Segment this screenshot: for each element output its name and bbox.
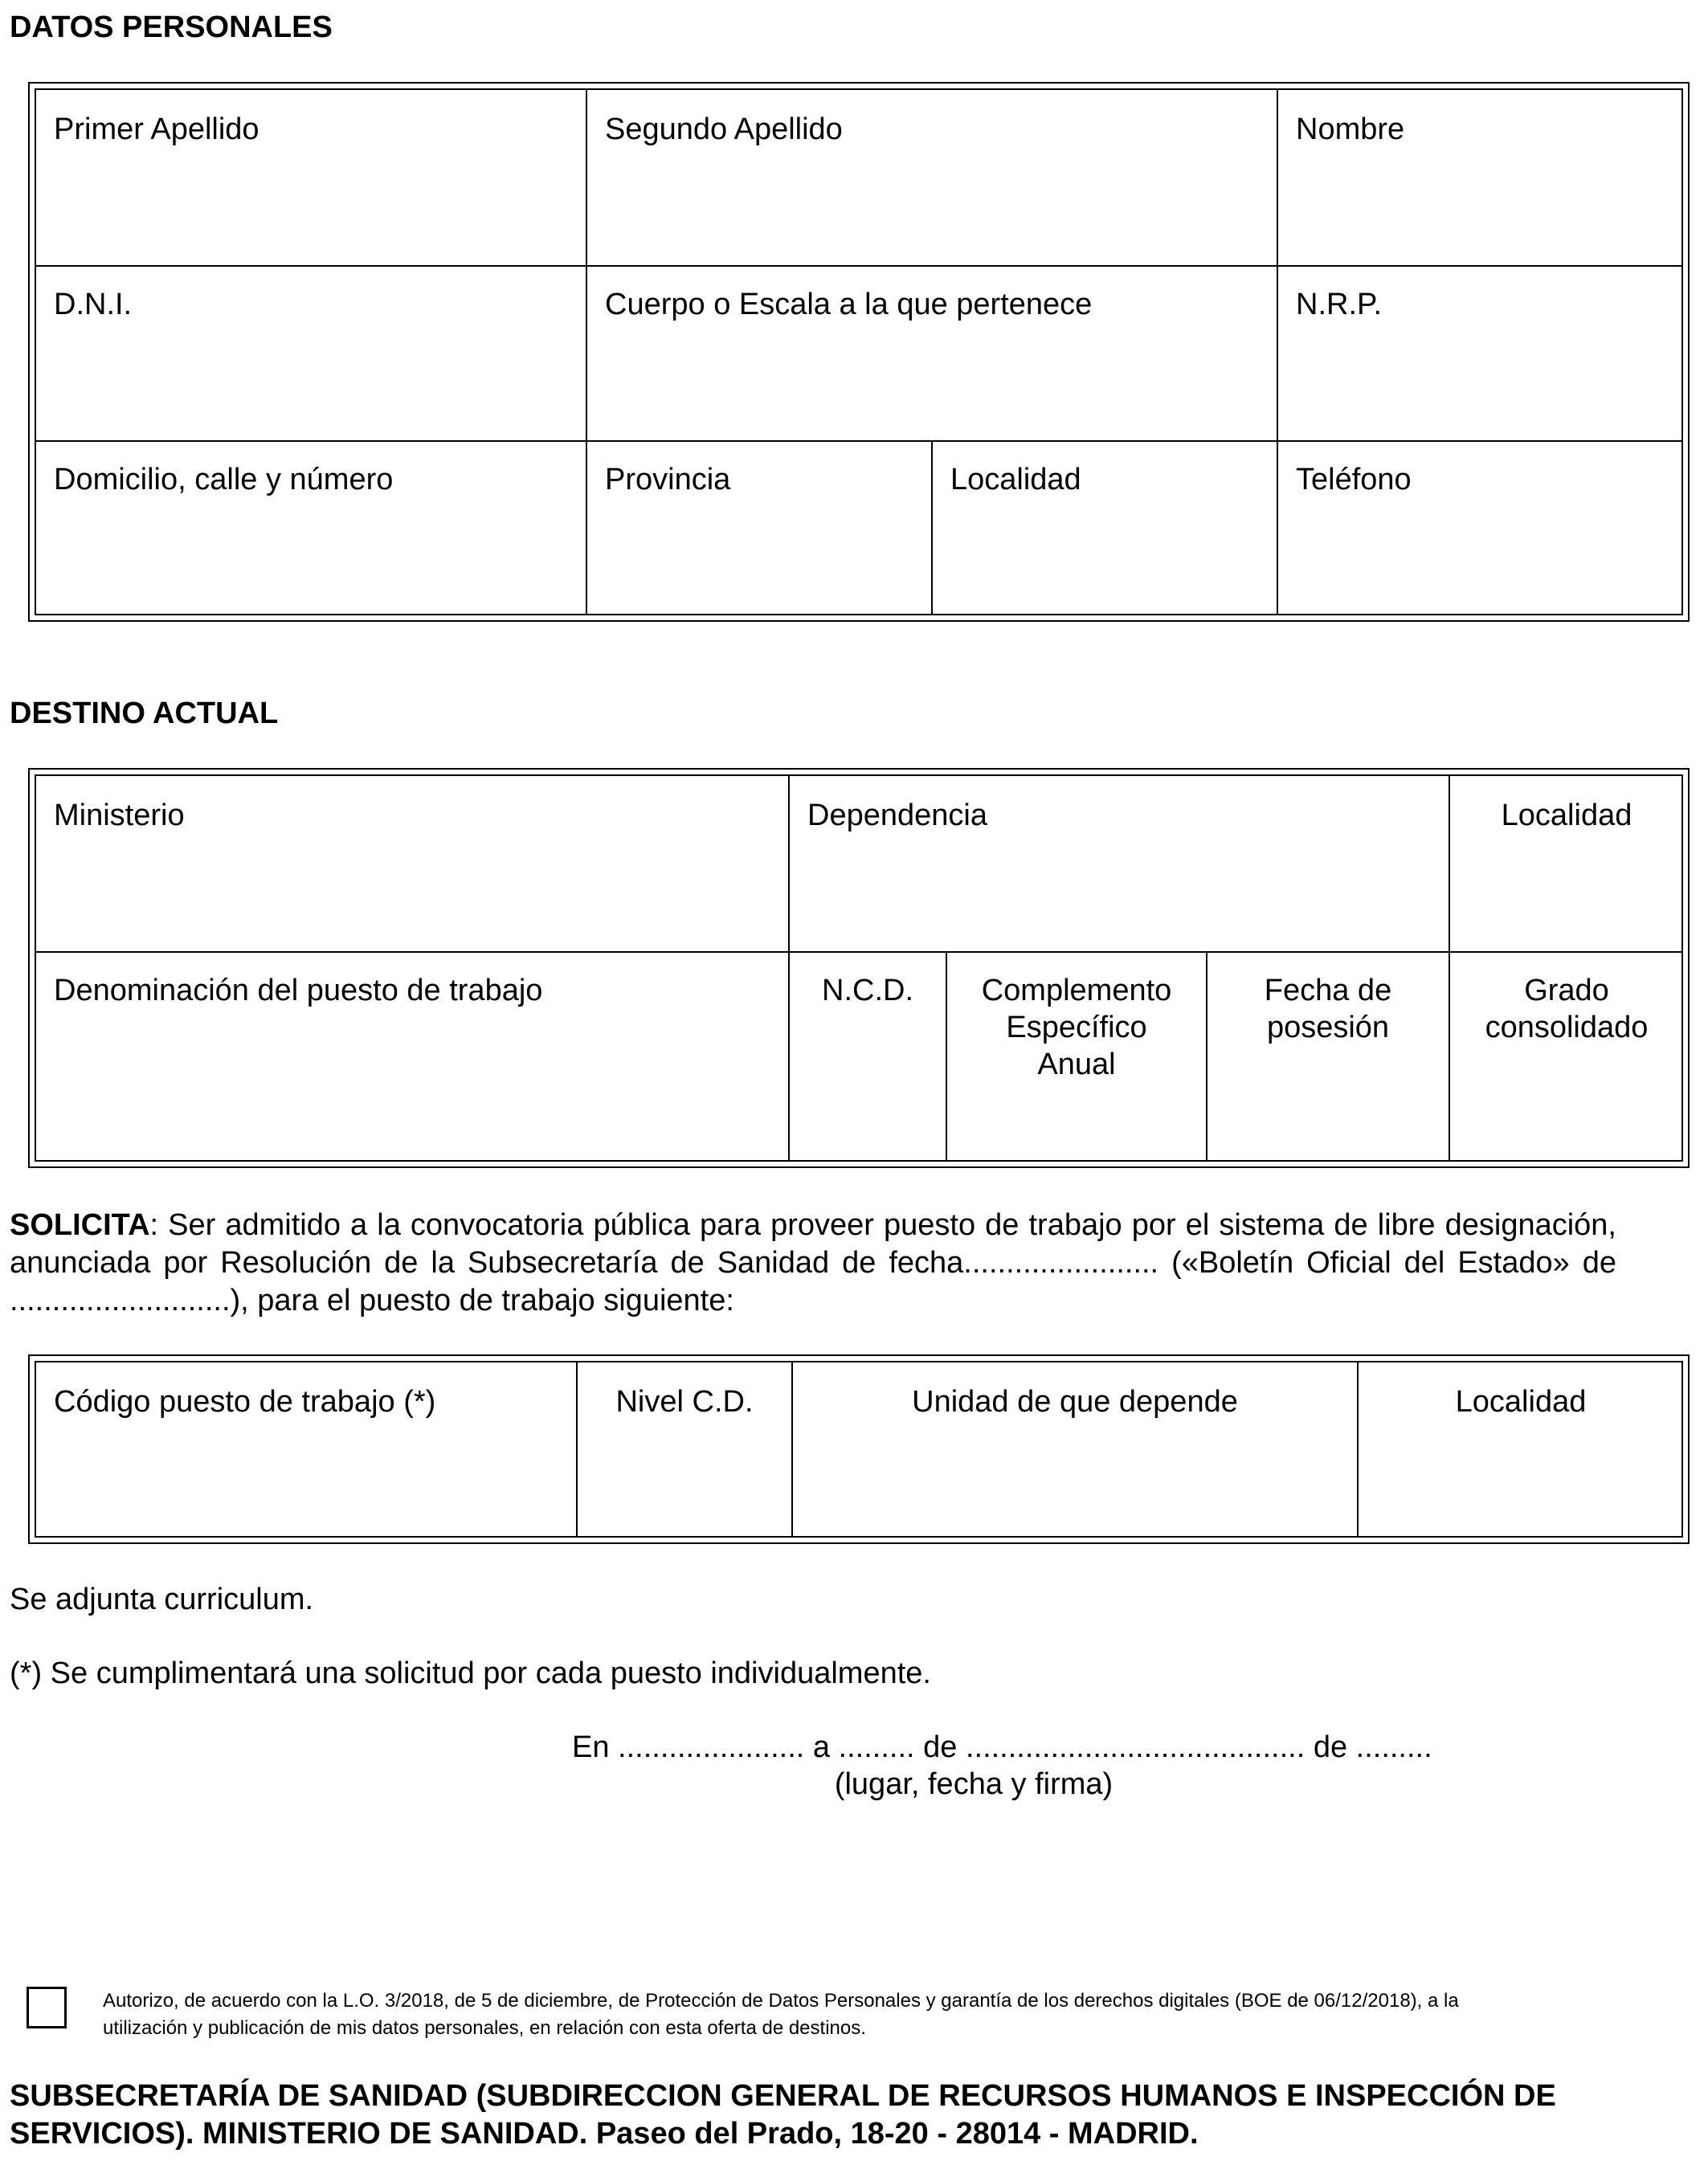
localidad-field[interactable] <box>933 461 1277 498</box>
domicilio-label: Domicilio, calle y número <box>54 463 394 496</box>
telefono-label: Teléfono <box>1296 463 1412 496</box>
denominacion-label: Denominación del puesto de trabajo <box>54 974 543 1007</box>
localidad-label: Localidad <box>950 463 1081 496</box>
ncd-label: N.C.D. <box>822 974 913 1007</box>
localidad-solicitada-label: Localidad <box>1455 1385 1587 1419</box>
dni-label: D.N.I. <box>54 288 133 321</box>
asterisk-note: (*) Se cumplimentará una solicitud por cada puesto individualmente. <box>10 1656 931 1690</box>
signature-caption: (lugar, fecha y firma) <box>834 1767 1113 1801</box>
localidad-solicitada-field[interactable] <box>1359 1383 1683 1420</box>
fecha-posesion-label: Fecha de posesión <box>1264 974 1392 1044</box>
dependencia-field[interactable] <box>790 797 1449 834</box>
destino-actual-heading: DESTINO ACTUAL <box>10 697 279 730</box>
grado-label: Grado consolidado <box>1485 974 1649 1044</box>
ncd-field[interactable] <box>790 972 946 1009</box>
nrp-label: N.R.P. <box>1296 288 1383 321</box>
provincia-label: Provincia <box>605 463 731 496</box>
nivel-cd-field[interactable] <box>578 1383 791 1420</box>
provincia-field[interactable] <box>587 461 931 498</box>
consent-text: Autorizo, de acuerdo con la L.O. 3/2018, de 5 de diciembre, de Protección de Datos Personales y garantía de los derechos digitales (BOE de 06/12/2018), a la utilización y publicación de mis datos personales, en relación con esta oferta de destinos. <box>103 1990 1459 2039</box>
footer-address: SUBSECRETARÍA DE SANIDAD (SUBDIRECCION GENERAL DE RECURSOS HUMANOS E INSPECCIÓN DE SERVICIOS). MINISTERIO DE SANIDAD. Paseo del Prado, 18-20 - 28014 - MADRID. <box>10 2079 1556 2151</box>
solicita-text: : Ser admitido a la convocatoria pública para proveer puesto de trabajo por el sistema de libre designación, anunciada por Resolución de la Subsecretaría de Sanidad de fecha....................... («Boletín Oficial del Estado» de ..........................), para el puesto de trabajo siguiente: <box>10 1208 1616 1317</box>
localidad-actual-field[interactable] <box>1450 797 1683 834</box>
unidad-label: Unidad de que depende <box>912 1385 1238 1419</box>
localidad-actual-label: Localidad <box>1501 799 1632 832</box>
destino-actual-table <box>28 768 1690 1168</box>
segundo-apellido-field[interactable] <box>587 111 1277 148</box>
curriculum-note: Se adjunta curriculum. <box>10 1583 314 1616</box>
cuerpo-escala-label: Cuerpo o Escala a la que pertenece <box>605 288 1093 321</box>
puesto-solicitado-table <box>28 1354 1690 1544</box>
signature-line: En ...................... a ......... de ........................................ de ......... <box>572 1730 1432 1764</box>
fecha-posesion-field[interactable] <box>1207 972 1449 1046</box>
datos-personales-table <box>28 82 1690 622</box>
solicita-label: SOLICITA <box>10 1208 150 1242</box>
codigo-puesto-field[interactable] <box>36 1383 576 1420</box>
segundo-apellido-label: Segundo Apellido <box>605 112 843 146</box>
dependencia-label: Dependencia <box>807 799 987 832</box>
cuerpo-escala-field[interactable] <box>587 286 1277 323</box>
complemento-field[interactable] <box>947 972 1206 1083</box>
complemento-label: Complemento Específico Anual <box>981 974 1172 1081</box>
nivel-cd-label: Nivel C.D. <box>615 1385 754 1419</box>
grado-field[interactable] <box>1450 972 1683 1046</box>
datos-personales-heading: DATOS PERSONALES <box>10 10 333 44</box>
denominacion-field[interactable] <box>36 972 788 1009</box>
nrp-field[interactable] <box>1278 286 1680 323</box>
codigo-puesto-label: Código puesto de trabajo (*) <box>54 1385 436 1419</box>
primer-apellido-label: Primer Apellido <box>54 112 259 146</box>
ministerio-field[interactable] <box>36 797 788 834</box>
nombre-field[interactable] <box>1278 111 1680 148</box>
nombre-label: Nombre <box>1296 112 1405 146</box>
telefono-field[interactable] <box>1278 461 1680 498</box>
unidad-field[interactable] <box>793 1383 1357 1420</box>
ministerio-label: Ministerio <box>54 799 185 832</box>
domicilio-field[interactable] <box>36 461 586 498</box>
primer-apellido-field[interactable] <box>36 111 586 148</box>
dni-field[interactable] <box>36 286 586 323</box>
consent-checkbox[interactable] <box>27 1987 67 2028</box>
solicita-paragraph <box>10 1207 1616 1320</box>
